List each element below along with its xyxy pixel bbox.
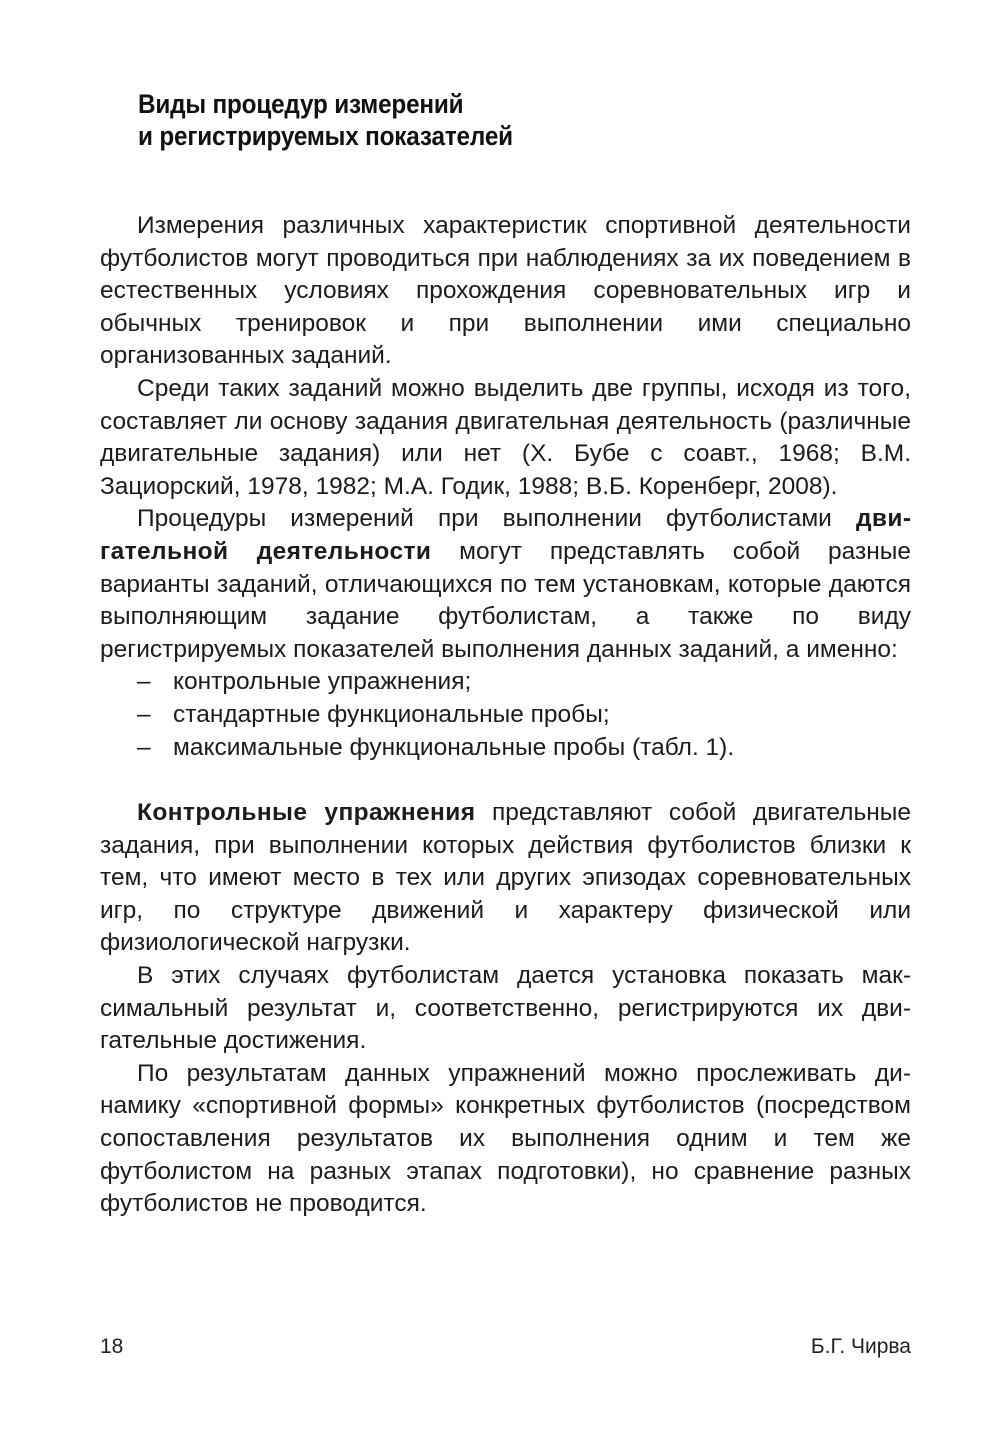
paragraph-3-bold-term: двигательной деятельности: [100, 505, 911, 565]
section-heading: [138, 88, 768, 152]
paragraph-3-text-end: могут представлять собой разные варианты заданий, отличающихся по тем установкам, которые даются выполняющим задание футболистам, а также по виду регистрируемых показателей выполнения данных заданий, а именно:: [100, 537, 911, 663]
paragraph-3-text-start: Процедуры измерений при выполнении футболистами: [137, 505, 856, 533]
paragraph-3: [100, 503, 911, 666]
body-text: [100, 210, 911, 1221]
list-item: [100, 699, 911, 732]
paragraph-4: [100, 797, 911, 960]
section-heading-line-1: Виды процедур измерений: [138, 89, 464, 119]
paragraph-2: Среди таких заданий можно выделить две группы, исходя из того, составляет ли основу задания двигательная деятельность (различные двигательные задания) или нет (Х. Бубе с соавт., 1968; В.М. Зациорский, 1978, 1982; М.А. Годик, 1988; В.Б. Коренберг, 2008).: [100, 374, 911, 500]
page-number: 18: [100, 1335, 124, 1358]
list-item: [100, 666, 911, 699]
running-footer-author: Б.Г. Чирва: [810, 1335, 911, 1358]
list-item: [100, 732, 911, 765]
list-item-text: стандартные функциональные пробы;: [173, 700, 610, 728]
list-item-text: максимальные функциональные пробы (табл. 1).: [173, 733, 735, 761]
paragraph-4-bold-term: Контрольные упражнения: [137, 799, 476, 827]
procedures-list: [100, 666, 911, 764]
paragraph-5: В этих случаях футболистам дается установка показать максимальный результат и, соответственно, регистрируются их двигательные достижения.: [100, 962, 911, 1055]
dash-bullet: –: [137, 733, 151, 761]
section-heading-line-2: и регистрируемых показателей: [138, 121, 513, 151]
paragraph-6: По результатам данных упражнений можно прослеживать динамику «спортивной формы» конкретных футболистов (посредством сопоставления результатов их выполнения одним и тем же футболистом на разных этапах подготовки), но сравнение разных футболистов не проводится.: [100, 1059, 911, 1218]
paragraph-gap: [100, 764, 911, 797]
list-item-text: контрольные упражнения;: [173, 668, 472, 696]
paragraph-4-text: представляют собой двигательные задания, при выполнении которых действия футболистов близки к тем, что имеют место в тех или других эпизодах соревновательных игр, по структуре движений и характеру физической или физиологической нагрузки.: [100, 799, 911, 957]
paragraph-1: Измерения различных характеристик спортивной деятельности футболистов могут проводиться при наблюдениях за их поведением в естественных условиях прохождения соревновательных игр и обычных тренировок и при выполнении ими специально организованных заданий.: [100, 212, 911, 370]
dash-bullet: –: [137, 668, 151, 696]
dash-bullet: –: [137, 700, 151, 728]
